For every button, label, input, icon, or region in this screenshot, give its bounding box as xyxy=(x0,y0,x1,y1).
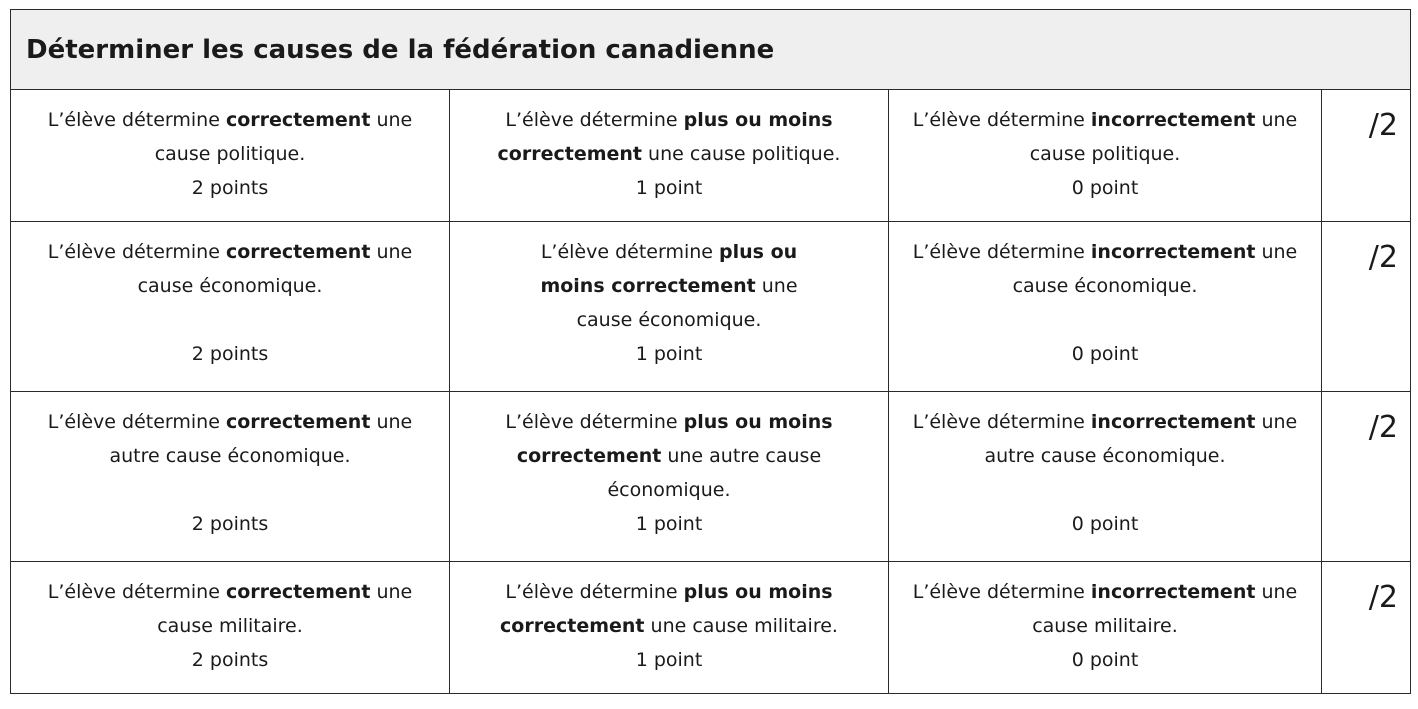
score-label: /2 xyxy=(1368,410,1398,445)
criterion-prefix: L’élève détermine xyxy=(505,411,684,433)
points-label: 0 point xyxy=(1071,343,1139,365)
criterion-suffix: une autre cause économique. xyxy=(607,445,822,501)
rubric-title: Déterminer les causes de la fédération canadienne xyxy=(11,10,1411,90)
level-label: plus ou moins correctement xyxy=(516,411,833,467)
level-label: correctement xyxy=(225,109,371,131)
level-label: plus ou moins correctement xyxy=(540,241,798,297)
criterion-prefix: L’élève détermine xyxy=(912,411,1091,433)
criterion-mid xyxy=(450,562,889,694)
rubric-row-other-economic xyxy=(11,392,1411,562)
criterion-suffix: une cause militaire. xyxy=(157,581,413,637)
criterion-suffix: une cause politique. xyxy=(1029,109,1298,165)
criterion-suffix: une cause économique. xyxy=(1012,241,1298,297)
score-label: /2 xyxy=(1368,240,1398,275)
level-label: correctement xyxy=(225,241,371,263)
criterion-prefix: L’élève détermine xyxy=(47,411,226,433)
criterion-suffix: une cause politique. xyxy=(154,109,413,165)
criterion-suffix: une autre cause économique. xyxy=(109,411,413,467)
points-label: 0 point xyxy=(1071,177,1139,199)
points-label: 2 points xyxy=(191,513,269,535)
criterion-prefix: L’élève détermine xyxy=(912,241,1091,263)
score-cell xyxy=(1322,90,1411,222)
criterion-high xyxy=(11,90,450,222)
points-label: 1 point xyxy=(635,343,703,365)
rubric-row-military xyxy=(11,562,1411,694)
criterion-mid xyxy=(450,392,889,562)
criterion-mid xyxy=(450,90,889,222)
criterion-high xyxy=(11,222,450,392)
rubric-table xyxy=(10,9,1411,694)
criterion-low xyxy=(889,562,1322,694)
criterion-low xyxy=(889,392,1322,562)
criterion-prefix: L’élève détermine xyxy=(47,241,226,263)
score-cell xyxy=(1322,562,1411,694)
criterion-high xyxy=(11,392,450,562)
criterion-prefix: L’élève détermine xyxy=(912,109,1091,131)
criterion-prefix: L’élève détermine xyxy=(47,109,226,131)
level-label: correctement xyxy=(225,581,371,603)
title-row xyxy=(11,10,1411,90)
rubric-row-political xyxy=(11,90,1411,222)
criterion-prefix: L’élève détermine xyxy=(505,581,684,603)
score-cell xyxy=(1322,392,1411,562)
level-label: plus ou moins correctement xyxy=(500,581,833,637)
criterion-low xyxy=(889,222,1322,392)
points-label: 1 point xyxy=(635,649,703,671)
criterion-prefix: L’élève détermine xyxy=(505,109,684,131)
criterion-suffix: une cause politique. xyxy=(642,143,841,165)
criterion-suffix: une cause économique. xyxy=(576,275,798,331)
points-label: 2 points xyxy=(191,177,269,199)
level-label: incorrectement xyxy=(1090,411,1256,433)
score-label: /2 xyxy=(1368,580,1398,615)
points-label: 0 point xyxy=(1071,649,1139,671)
level-label: plus ou moins correctement xyxy=(497,109,833,165)
rubric-row-economic xyxy=(11,222,1411,392)
criterion-high xyxy=(11,562,450,694)
criterion-mid xyxy=(450,222,889,392)
score-label: /2 xyxy=(1368,108,1398,143)
points-label: 1 point xyxy=(635,513,703,535)
score-cell xyxy=(1322,222,1411,392)
points-label: 2 points xyxy=(191,649,269,671)
level-label: incorrectement xyxy=(1090,241,1256,263)
level-label: correctement xyxy=(225,411,371,433)
criterion-suffix: une cause économique. xyxy=(137,241,413,297)
criterion-prefix: L’élève détermine xyxy=(47,581,226,603)
criterion-low xyxy=(889,90,1322,222)
points-label: 1 point xyxy=(635,177,703,199)
criterion-prefix: L’élève détermine xyxy=(540,241,720,263)
criterion-suffix: une cause militaire. xyxy=(644,615,838,637)
criterion-suffix: une cause militaire. xyxy=(1032,581,1298,637)
criterion-prefix: L’élève détermine xyxy=(912,581,1091,603)
level-label: incorrectement xyxy=(1090,109,1256,131)
points-label: 2 points xyxy=(191,343,269,365)
criterion-suffix: une autre cause économique. xyxy=(984,411,1298,467)
level-label: incorrectement xyxy=(1090,581,1256,603)
points-label: 0 point xyxy=(1071,513,1139,535)
